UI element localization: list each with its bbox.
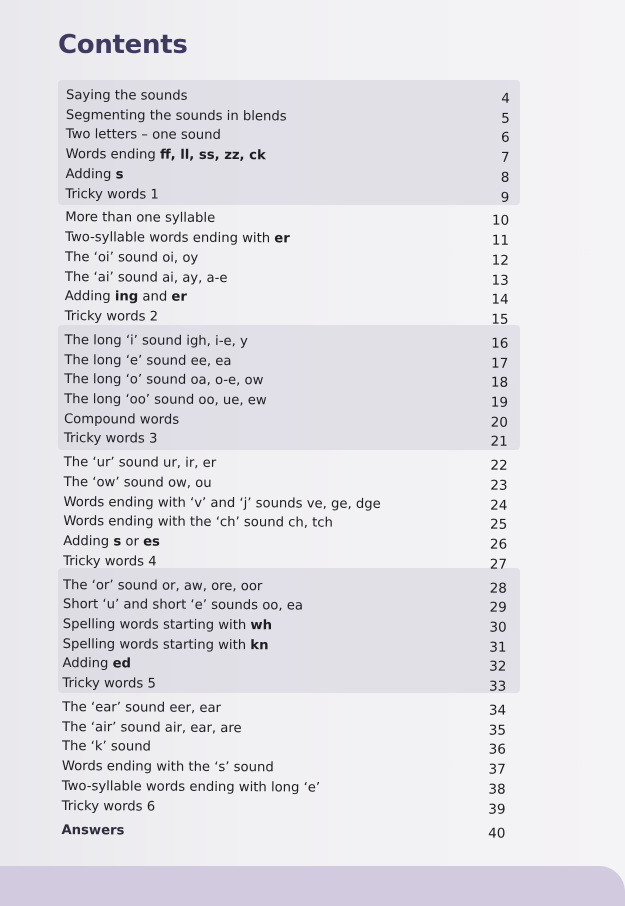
label-text: Compound words xyxy=(63,411,180,428)
label-text: Short ‘u’ and short ‘e’ sounds oo, ea xyxy=(62,597,303,614)
label-text: and xyxy=(138,289,172,305)
toc-page-number: 15 xyxy=(491,311,509,328)
label-text: Spelling words starting with xyxy=(62,636,251,653)
label-text: The ‘k’ sound xyxy=(61,739,152,755)
toc-entry-label xyxy=(63,615,272,636)
toc-entry-label xyxy=(62,674,156,695)
toc-entry-label xyxy=(63,552,157,573)
label-text: The ‘oi’ sound oi, oy xyxy=(64,249,199,266)
toc-page-number: 16 xyxy=(491,335,509,352)
toc-entry-label xyxy=(63,512,333,534)
toc-entry-label xyxy=(62,777,321,799)
toc-page-number: 20 xyxy=(490,414,509,431)
toc-page-number: 14 xyxy=(491,291,509,308)
bold-term: es xyxy=(143,534,160,550)
bold-term: er xyxy=(274,231,290,247)
toc-entry-label xyxy=(64,351,231,372)
label-text: Tricky words 6 xyxy=(61,798,156,815)
toc-page-number: 6 xyxy=(501,130,510,147)
toc-entry-label xyxy=(65,208,215,229)
label-text: Spelling words starting with xyxy=(62,617,251,634)
toc-page-number: 31 xyxy=(489,639,507,656)
label-text: The long ‘o’ sound oa, o-e, ow xyxy=(64,372,264,389)
bold-term: s xyxy=(113,534,122,550)
label-text: or xyxy=(121,534,144,550)
toc-entry-label xyxy=(66,86,188,107)
toc-entry-label xyxy=(65,287,187,308)
toc-entry[interactable] xyxy=(62,674,506,697)
toc-page-number: 39 xyxy=(488,801,506,818)
toc-entry-label xyxy=(63,493,380,515)
toc-entry-label xyxy=(65,165,123,185)
toc-page-number: 10 xyxy=(491,213,510,230)
toc-page-number: 38 xyxy=(488,781,506,798)
bold-term: er xyxy=(171,289,187,305)
label-text: Two-syllable words ending with xyxy=(65,230,275,247)
toc-entry[interactable] xyxy=(62,797,506,820)
toc-entry-label xyxy=(63,595,303,616)
bold-term: ing xyxy=(114,289,139,305)
toc-page-number: 23 xyxy=(490,477,508,494)
label-text: The ‘ow’ sound ow, ou xyxy=(63,474,212,491)
toc-page-number: 29 xyxy=(489,599,507,617)
bottom-bar xyxy=(0,866,625,906)
label-text: Tricky words 5 xyxy=(62,676,156,692)
label-text: Words ending with the ‘ch’ sound ch, tch xyxy=(63,514,333,531)
label-text: Adding xyxy=(65,166,116,183)
label-text: The ‘ear’ sound eer, ear xyxy=(62,700,222,716)
bold-term: ed xyxy=(112,656,132,672)
toc-entry-label xyxy=(64,429,158,450)
toc-entry[interactable] xyxy=(65,307,509,330)
toc-page-number: 4 xyxy=(501,90,511,107)
label-text: The ‘ai’ sound ai, ay, a-e xyxy=(64,269,228,286)
toc-entry[interactable] xyxy=(64,429,508,452)
toc-page-number: 25 xyxy=(489,516,508,534)
toc-page-number: 7 xyxy=(500,149,510,166)
toc-page-number: 8 xyxy=(500,169,510,186)
label-text: Two-syllable words ending with long ‘e’ xyxy=(61,778,321,796)
label-text: The long ‘i’ sound igh, i-e, y xyxy=(64,332,248,349)
label-text: Segmenting the sounds in blends xyxy=(65,107,287,125)
toc-entry[interactable] xyxy=(65,185,509,208)
label-text: Tricky words 4 xyxy=(63,553,157,570)
toc-entry-label xyxy=(62,698,221,719)
label-text: The ‘ur’ sound ur, ir, er xyxy=(63,455,217,472)
toc-page-number: 21 xyxy=(490,433,508,451)
toc-page-number: 33 xyxy=(489,678,507,695)
label-text: Tricky words 1 xyxy=(65,186,159,203)
toc-entry-label xyxy=(64,410,179,431)
toc-entry-label xyxy=(62,718,242,739)
toc-page-number: 18 xyxy=(490,374,509,391)
toc-entry-label: Answers xyxy=(61,822,125,839)
toc-page-number: 11 xyxy=(491,232,510,249)
toc-page-number: 19 xyxy=(490,394,509,411)
toc-page-number: 34 xyxy=(488,702,507,719)
label-text: The long ‘e’ sound ee, ea xyxy=(64,352,232,369)
toc-page-number: 12 xyxy=(491,252,510,269)
toc-entry-label xyxy=(66,145,266,166)
toc-page-number: 30 xyxy=(489,619,507,636)
label-text: Two letters – one sound xyxy=(65,127,221,144)
toc-entry-label xyxy=(65,268,228,289)
toc-page-number: 37 xyxy=(488,761,506,778)
label-text: Tricky words 2 xyxy=(64,308,159,325)
toc-page-number: 5 xyxy=(501,110,510,127)
toc-entry-label xyxy=(63,635,269,656)
toc-page-number: 9 xyxy=(500,189,510,206)
toc-entry-label xyxy=(62,757,274,778)
toc-page-number: 26 xyxy=(489,536,508,553)
bold-term: ff, ll, ss, zz, ck xyxy=(159,147,266,164)
toc-entry-label xyxy=(64,390,267,411)
toc-page-number: 13 xyxy=(491,272,509,289)
toc-entry[interactable] xyxy=(63,552,507,575)
toc-entry-label xyxy=(66,125,221,146)
toc-entry-label xyxy=(65,307,159,328)
toc-entry-answers[interactable] xyxy=(61,821,505,844)
bold-term: wh xyxy=(250,618,273,634)
label-text: The ‘air’ sound air, ear, are xyxy=(62,719,242,736)
toc-entry-label xyxy=(64,331,247,352)
label-text: Words ending with ‘v’ and ‘j’ sounds ve, ge, dge xyxy=(63,494,381,512)
toc-page-number: 35 xyxy=(488,722,507,739)
toc-page-number: 24 xyxy=(490,497,508,514)
label-text: Words ending xyxy=(65,147,161,163)
toc-entry-label xyxy=(64,473,212,494)
toc-page-number: 28 xyxy=(489,580,508,597)
label-text: Words ending with the ‘s’ sound xyxy=(61,759,274,776)
toc-entry-label xyxy=(64,453,217,474)
label-text: The long ‘oo’ sound oo, ue, ew xyxy=(64,391,267,409)
toc-page-number: 32 xyxy=(489,659,507,676)
label-text: The ‘or’ sound or, aw, ore, oor xyxy=(62,577,263,594)
page-title: Contents xyxy=(58,30,188,60)
label-text: Tricky words 3 xyxy=(63,431,158,447)
toc-entry-label xyxy=(62,654,131,674)
toc-page-number: 22 xyxy=(490,457,508,474)
label-text: More than one syllable xyxy=(65,210,216,227)
bold-term: s xyxy=(115,167,124,183)
toc-entry-label xyxy=(65,228,290,249)
bold-term: kn xyxy=(250,637,269,653)
toc-entry-label xyxy=(65,185,159,206)
toc-page-number: 17 xyxy=(490,355,509,372)
label-text: Saying the sounds xyxy=(65,88,188,104)
toc-entry-label xyxy=(62,737,151,758)
toc-entry-label xyxy=(65,248,198,269)
toc-entry-label xyxy=(62,797,156,818)
toc-entry-label xyxy=(63,576,263,597)
toc-page-number: 36 xyxy=(488,742,507,759)
label-text: Adding xyxy=(63,534,114,550)
toc-entry-label xyxy=(64,370,263,391)
label-text: Adding xyxy=(62,656,113,672)
toc-entry-label xyxy=(63,532,160,553)
toc-page-number: 27 xyxy=(489,556,508,573)
toc-page-number: 40 xyxy=(488,825,506,842)
toc-entry-label xyxy=(66,106,287,127)
label-text: Adding xyxy=(64,289,115,305)
